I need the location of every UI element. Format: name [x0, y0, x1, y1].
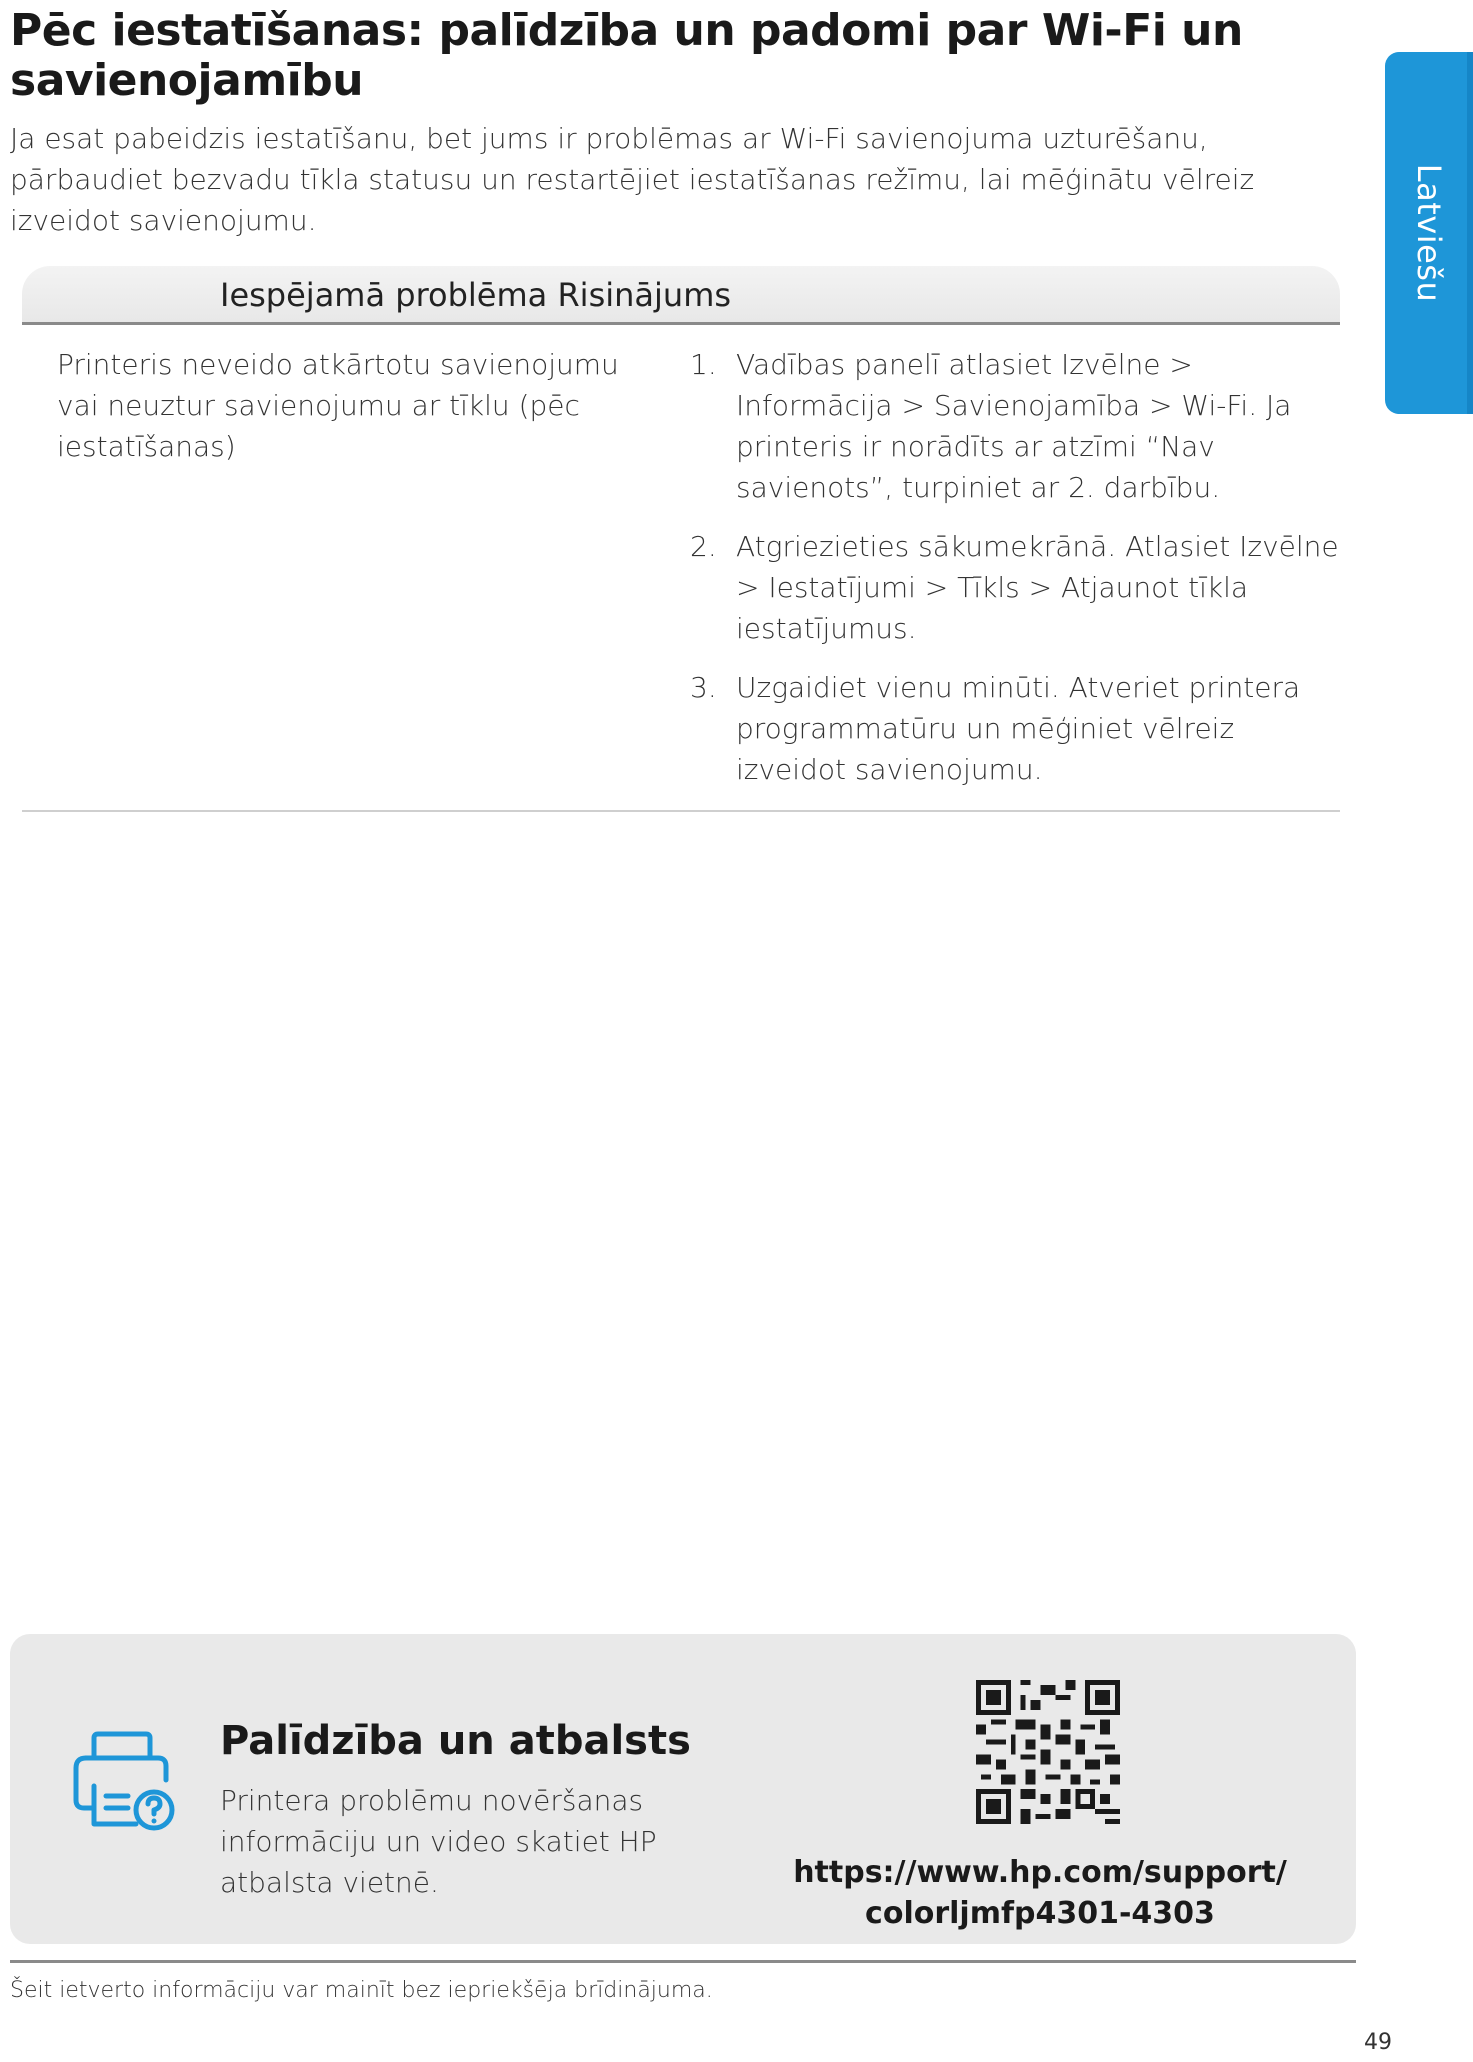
table-header-label: Iespējamā problēma Risinājums [220, 276, 732, 314]
solution-step [690, 667, 1350, 790]
step-text: Vadības panelī atlasiet Izvēlne > Informācija > Savienojamība > Wi-Fi. Ja printeris ir norādīts ar atzīmi “Nav savienots”, turpiniet ar 2. darbību. [736, 348, 1292, 504]
step-text: Atgriezieties sākumekrānā. Atlasiet Izvēlne > Iestatījumi > Tīkls > Atjaunot tīkla iestatījumus. [736, 530, 1339, 645]
support-text: Printera problēmu novēršanas informāciju un video skatiet HP atbalsta vietnē. [220, 1784, 657, 1899]
solution-step [690, 344, 1350, 508]
table-bottom-rule [22, 810, 1340, 812]
step-text: Uzgaidiet vienu minūti. Atveriet printera programmatūru un mēģiniet vēlreiz izveidot savienojumu. [736, 671, 1301, 786]
page-number: 49 [1364, 2030, 1392, 2055]
language-tab [1385, 52, 1473, 414]
footer-note: Šeit ietverto informāciju var mainīt bez iepriekšēja brīdinājuma. [10, 1978, 713, 2003]
problem-cell: Printeris neveido atkārtotu savienojumu vai neuztur savienojumu ar tīklu (pēc iestatīšanas) [57, 348, 619, 463]
solution-steps [690, 344, 1350, 808]
support-title: Palīdzība un atbalsts [220, 1718, 691, 1764]
qr-code-icon [976, 1680, 1120, 1824]
step-number: 2. [690, 530, 717, 563]
table-header [22, 266, 1340, 325]
language-tab-label: Latviešu [1410, 163, 1448, 303]
page-title: Pēc iestatīšanas: palīdzība un padomi par Wi-Fi un savienojamību [10, 5, 1243, 106]
intro-paragraph: Ja esat pabeidzis iestatīšanu, bet jums ir problēmas ar Wi-Fi savienojuma uzturēšanu, pārbaudiet bezvadu tīkla statusu un restartējiet iestatīšanas režīmu, lai mēģinātu vēlreiz izveidot savienojumu. [10, 122, 1255, 237]
support-url-link[interactable]: https://www.hp.com/support/ colorljmfp4301-4303 [793, 1855, 1287, 1931]
footer-rule [10, 1960, 1356, 1963]
step-number: 1. [690, 348, 717, 381]
step-number: 3. [690, 671, 717, 704]
printer-help-icon [66, 1728, 186, 1838]
solution-step [690, 526, 1350, 649]
